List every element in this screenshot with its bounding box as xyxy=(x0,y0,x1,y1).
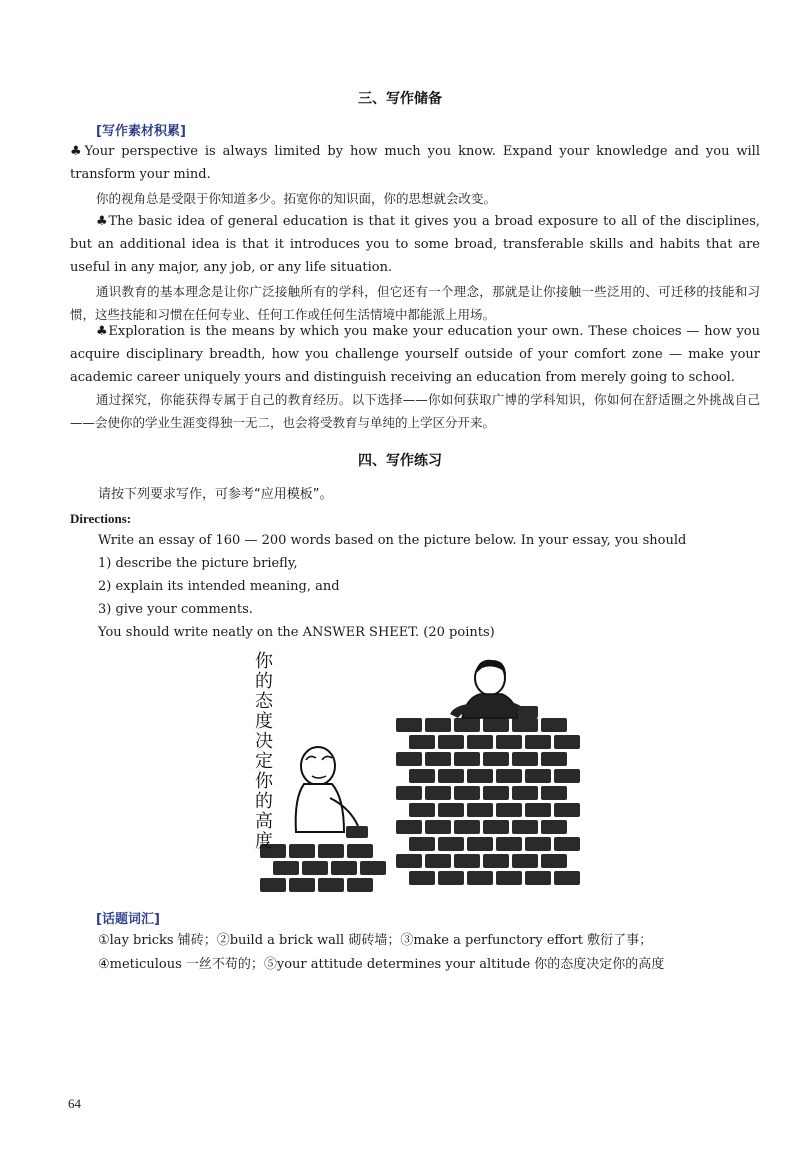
instruction-text: 请按下列要求写作，可参考“应用模板”。 xyxy=(98,487,333,502)
material-zh-2: 通识教育的基本理念是让你广泛接触所有的学科，但它还有一个理念，那就是让你接触一些泛用的、可迁移的技能和习惯，这些技能和习惯在任何专业、任何工作或任何生活情境中都能派上用场。 xyxy=(70,284,760,322)
brick xyxy=(554,803,580,817)
club-icon: ♣ xyxy=(96,214,109,229)
material-label: [写作素材积累] xyxy=(96,124,186,139)
brick xyxy=(554,871,580,885)
brick xyxy=(467,871,493,885)
brick xyxy=(331,861,357,875)
caption-char: 的 xyxy=(255,791,273,812)
brick xyxy=(302,861,328,875)
brick xyxy=(409,769,435,783)
vocab-label: [话题词汇] xyxy=(96,912,160,927)
material-en-1 xyxy=(70,140,760,186)
brick xyxy=(438,871,464,885)
brick xyxy=(425,854,451,868)
brick xyxy=(525,769,551,783)
brick xyxy=(525,735,551,749)
brick xyxy=(396,718,422,732)
brick xyxy=(396,854,422,868)
section-title-writing-practice: 四、写作练习 xyxy=(358,453,442,469)
brick xyxy=(541,820,567,834)
brick xyxy=(318,844,344,858)
brick xyxy=(409,871,435,885)
material-en-2-text: The basic idea of general education is that it gives you a broad exposure to all of the disciplines, but an additional idea is that it introduces you to some broad, transferable skills and habits that are useful in any major, any job, or any life situation. xyxy=(70,214,760,275)
brick xyxy=(496,871,522,885)
brick xyxy=(260,878,286,892)
brick xyxy=(512,786,538,800)
material-en-3-text: Exploration is the means by which you make your education your own. These choices — how you acquire disciplinary breadth, how you challenge yourself outside of your comfort zone — make your academic career uniquely yours and distinguish receiving an education from merely going to school. xyxy=(70,324,760,385)
brick xyxy=(483,820,509,834)
material-en-3 xyxy=(70,320,760,389)
brick xyxy=(496,837,522,851)
brick xyxy=(541,854,567,868)
brick xyxy=(496,769,522,783)
directions-item3: 3) give your comments. xyxy=(98,602,253,617)
brick xyxy=(454,854,480,868)
brick xyxy=(554,769,580,783)
brick xyxy=(454,718,480,732)
brick xyxy=(438,735,464,749)
caption-char: 度 xyxy=(255,831,273,852)
directions-item1: 1) describe the picture briefly, xyxy=(98,556,298,571)
brick xyxy=(467,837,493,851)
vocab-line-1: ①lay bricks 铺砖；②build a brick wall 砌砖墙；③make a perfunctory effort 敷衍了事； xyxy=(98,933,653,948)
directions-line1: Write an essay of 160 — 200 words based on the picture below. In your essay, you should xyxy=(98,533,687,548)
brick xyxy=(425,820,451,834)
brick xyxy=(525,803,551,817)
picture-caption-vertical xyxy=(252,652,276,852)
brick xyxy=(512,752,538,766)
brick xyxy=(483,718,509,732)
directions-label: Directions: xyxy=(70,511,132,526)
brick xyxy=(396,820,422,834)
low-brick-row xyxy=(260,844,386,892)
brick xyxy=(396,752,422,766)
caption-char: 你 xyxy=(255,651,273,672)
brick xyxy=(273,861,299,875)
caption-char: 你 xyxy=(255,771,273,792)
brick xyxy=(554,837,580,851)
brick xyxy=(347,878,373,892)
brick xyxy=(496,803,522,817)
brick xyxy=(525,837,551,851)
brick xyxy=(525,871,551,885)
brick xyxy=(360,861,386,875)
brick xyxy=(438,769,464,783)
brick xyxy=(483,854,509,868)
brick xyxy=(483,786,509,800)
brick xyxy=(454,786,480,800)
material-zh-1: 你的视角总是受限于你知道多少。拓宽你的知识面，你的思想就会改变。 xyxy=(96,191,497,206)
caption-char: 态 xyxy=(255,691,273,712)
vocab-line-2: ④meticulous 一丝不苟的；⑤your attitude determines your altitude 你的态度决定你的高度 xyxy=(98,957,665,972)
caption-char: 定 xyxy=(255,751,273,772)
brick xyxy=(467,803,493,817)
material-zh-3: 通过探究，你能获得专属于自己的教育经历。以下选择——你如何获取广博的学科知识，你如何在舒适圈之外挑战自己——会使你的学业生涯变得独一无二，也会将受教育与单纯的上学区分开来。 xyxy=(70,392,760,430)
caption-char: 决 xyxy=(255,731,273,752)
brick xyxy=(409,803,435,817)
brick xyxy=(541,752,567,766)
brick xyxy=(438,837,464,851)
brick xyxy=(541,718,567,732)
brick xyxy=(467,769,493,783)
brick xyxy=(289,844,315,858)
material-en-1-text: Your perspective is always limited by how much you know. Expand your knowledge and you will transform your mind. xyxy=(70,144,760,182)
brick xyxy=(409,735,435,749)
brick xyxy=(512,718,538,732)
brick xyxy=(425,752,451,766)
brick-wall-cartoon xyxy=(246,648,592,900)
section-title-writing-prep: 三、写作储备 xyxy=(358,91,442,107)
directions-closing: You should write neatly on the ANSWER SHEET. (20 points) xyxy=(98,625,495,640)
brick xyxy=(347,844,373,858)
caption-char: 度 xyxy=(255,711,273,732)
directions-item2: 2) explain its intended meaning, and xyxy=(98,579,340,594)
brick xyxy=(512,820,538,834)
brick xyxy=(467,735,493,749)
caption-char: 的 xyxy=(255,671,273,692)
brick xyxy=(425,718,451,732)
brick xyxy=(396,786,422,800)
material-en-2 xyxy=(70,210,760,279)
brick xyxy=(454,752,480,766)
brick xyxy=(554,735,580,749)
brick xyxy=(409,837,435,851)
brick xyxy=(512,854,538,868)
brick xyxy=(483,752,509,766)
brick xyxy=(438,803,464,817)
club-icon: ♣ xyxy=(96,324,109,339)
club-icon: ♣ xyxy=(70,144,85,159)
brick xyxy=(289,878,315,892)
brick xyxy=(318,878,344,892)
brick xyxy=(541,786,567,800)
caption-char: 高 xyxy=(255,811,273,832)
page-number: 64 xyxy=(68,1096,81,1111)
brick xyxy=(425,786,451,800)
brick xyxy=(454,820,480,834)
brick xyxy=(496,735,522,749)
